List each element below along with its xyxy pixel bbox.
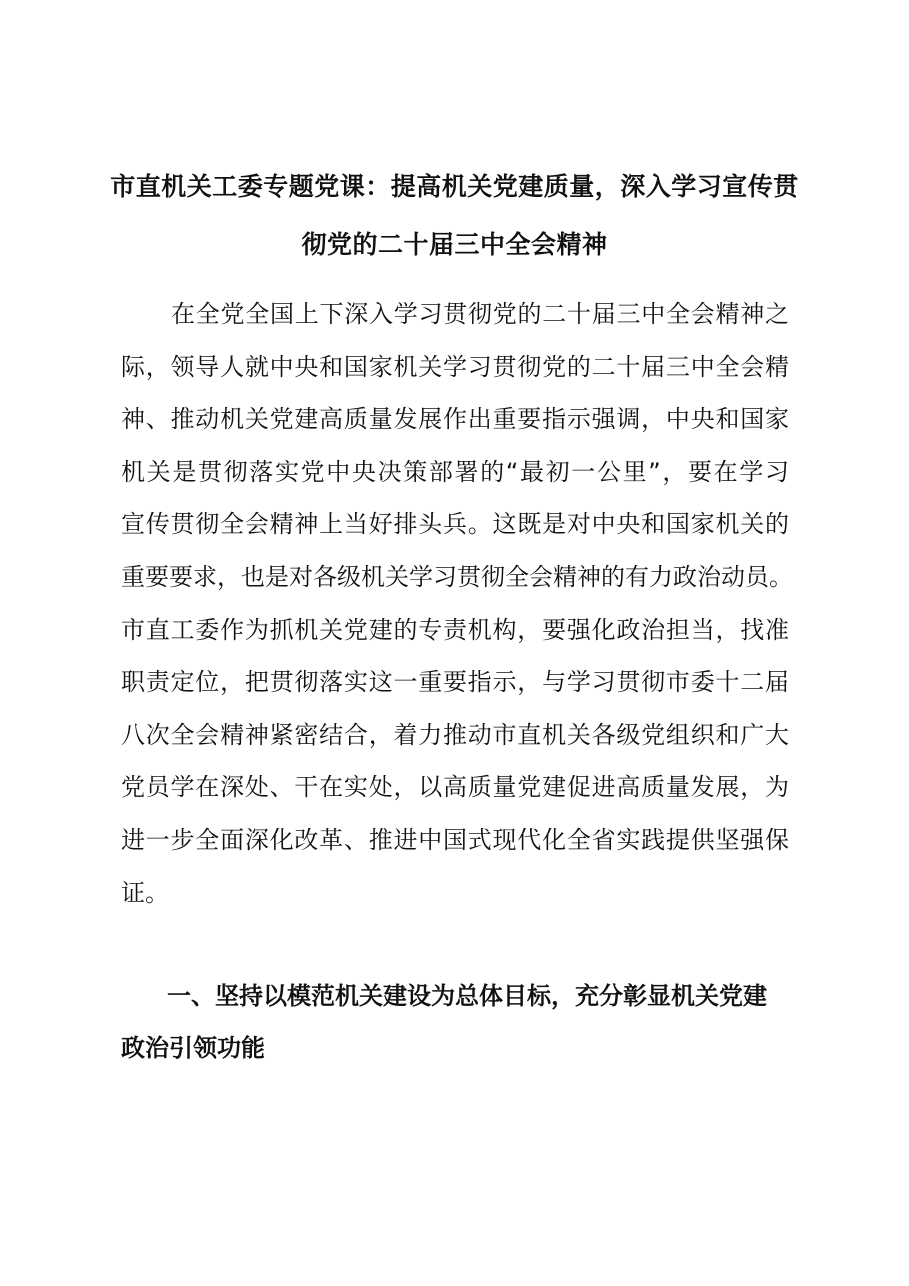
paragraph-line: 机关是贯彻落实党中央决策部署的“最初一公里”，要在学习 <box>121 457 789 486</box>
paragraph-line: 重要要求，也是对各级机关学习贯彻全会精神的有力政治动员。 <box>121 562 793 591</box>
paragraph-line: 市直工委作为抓机关党建的专责机构，要强化政治担当，找准 <box>121 615 789 644</box>
paragraph-line: 进一步全面深化改革、推进中国式现代化全省实践提供坚强保 <box>121 825 789 854</box>
paragraph-line: 神、推动机关党建高质量发展作出重要指示强调，中央和国家 <box>121 405 789 434</box>
section-heading <box>121 970 789 1074</box>
document-title <box>96 158 813 274</box>
intro-paragraph <box>121 288 793 919</box>
section-heading-line: 一、坚持以模范机关建设为总体目标，充分彰显机关党建 <box>167 982 767 1010</box>
paragraph-line: 宣传贯彻全会精神上当好排头兵。这既是对中央和国家机关的 <box>121 510 789 539</box>
paragraph-line: 际，领导人就中央和国家机关学习贯彻党的二十届三中全会精 <box>121 352 789 381</box>
title-line: 市直机关工委专题党课：提高机关党建质量，深入学习宣传贯 <box>110 172 799 201</box>
title-line: 彻党的二十届三中全会精神 <box>301 230 608 259</box>
paragraph-line: 党员学在深处、干在实处，以高质量党建促进高质量发展，为 <box>121 773 789 802</box>
paragraph-line: 证。 <box>121 878 169 907</box>
paragraph-line: 八次全会精神紧密结合，着力推动市直机关各级党组织和广大 <box>121 720 789 749</box>
section-heading-line: 政治引领功能 <box>121 1034 265 1062</box>
paragraph-line: 职责定位，把贯彻落实这一重要指示，与学习贯彻市委十二届 <box>121 668 789 697</box>
paragraph-line: 在全党全国上下深入学习贯彻党的二十届三中全会精神之 <box>171 300 789 328</box>
